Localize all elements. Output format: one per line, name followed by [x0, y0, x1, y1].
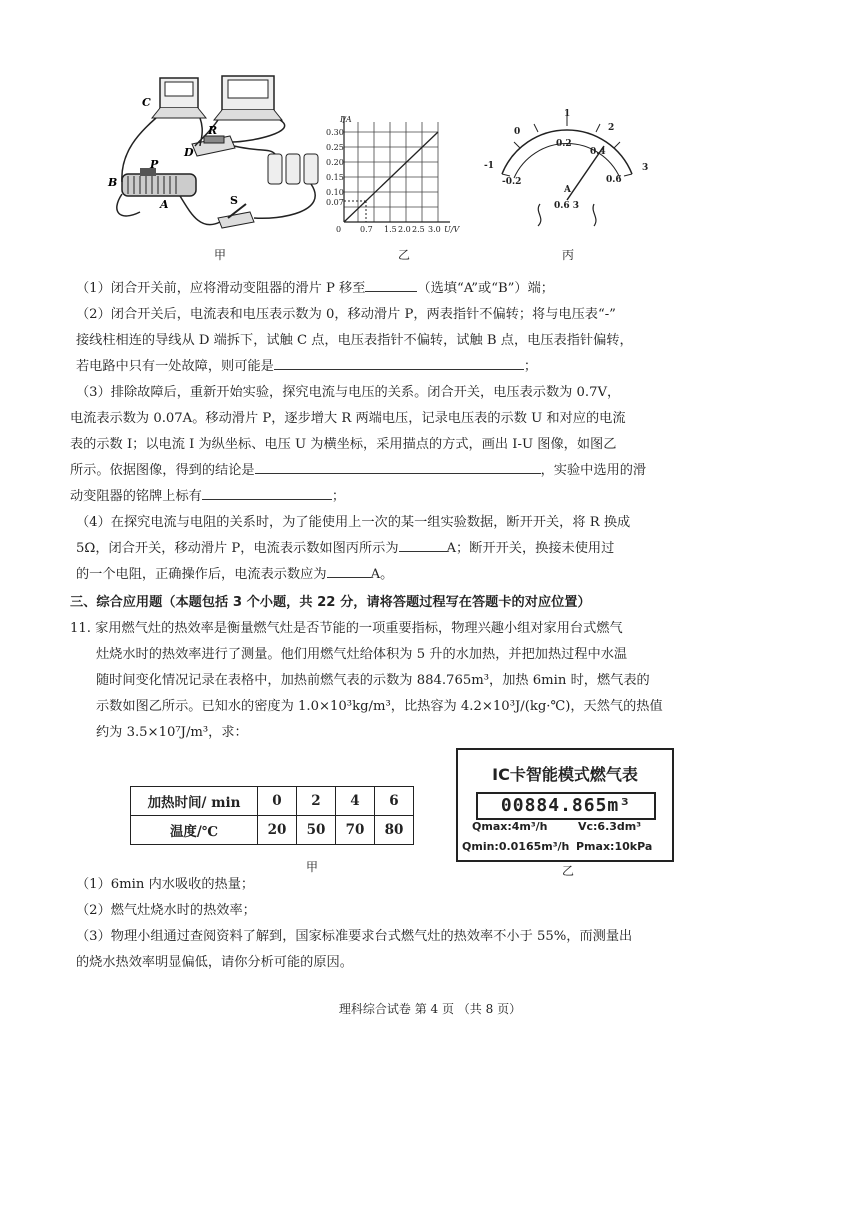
x-tick: 1.5 — [384, 225, 397, 234]
section-3-heading: 三、综合应用题（本题包括 3 个小题，共 22 分，请将答题过程写在答题卡的对应位置） — [70, 595, 591, 610]
table-row — [131, 787, 414, 816]
answer-blank[interactable] — [365, 277, 417, 292]
dial-04: 0.4 — [590, 147, 606, 157]
label-p: P — [150, 158, 159, 171]
answer-blank[interactable] — [399, 537, 447, 552]
q11-line5: 约为 3.5×10⁷J/m³，求： — [96, 725, 248, 740]
circuit-diagram — [100, 72, 340, 242]
table-cell: 80 — [375, 816, 414, 845]
q11-line4: 示数如图乙所示。已知水的密度为 1.0×10³kg/m³，比热容为 4.2×10³J/(kg·℃)，天然气的热值 — [96, 699, 663, 714]
dial-2: 2 — [608, 123, 615, 133]
heating-table — [130, 786, 414, 845]
q11-sub2: （2）燃气灶烧水时的热效率； — [76, 903, 256, 918]
q3-line4: 所示。依据图像，得到的结论是 ，实验中选用的滑 — [70, 458, 710, 484]
answer-blank[interactable] — [327, 563, 371, 578]
table-header-temp: 温度/℃ — [131, 816, 258, 845]
q4-line2: 5Ω，闭合开关，移动滑片 P，电流表示数如图丙所示为 A；断开开关，换接未使用过 — [76, 536, 716, 562]
y-tick: 0.15 — [326, 173, 344, 182]
table-cell: 20 — [258, 816, 297, 845]
table-cell: 2 — [297, 787, 336, 816]
q11-sub3-line2: 的烧水热效率明显偏低，请你分析可能的原因。 — [76, 955, 353, 970]
q3-line2: 电流表示数为 0.07A。移动滑片 P，逐步增大 R 两端电压，记录电压表的示数 U 和对应的电流 — [70, 411, 626, 426]
table-cell: 70 — [336, 816, 375, 845]
label-b: B — [108, 176, 118, 189]
q11-line3: 随时间变化情况记录在表格中，加热前燃气表的示数为 884.765m³，加热 6min 时，燃气表的 — [96, 673, 650, 688]
q1: （1）闭合开关前，应将滑动变阻器的滑片 P 移至 （选填“A”或“B”）端； — [76, 276, 716, 302]
graph-x-label: U/V — [444, 225, 460, 234]
table-cell: 4 — [336, 787, 375, 816]
dial-3: 3 — [642, 163, 649, 173]
answer-blank[interactable] — [274, 355, 524, 370]
table-caption: 甲 — [306, 860, 319, 874]
figure-caption-yi: 乙 — [398, 248, 411, 262]
figure-caption-jia: 甲 — [214, 248, 227, 262]
dial-minus-02: -0.2 — [502, 177, 522, 187]
meter-qmin: Qmin:0.0165m³/h — [462, 840, 570, 853]
meter-reading: 00884.865m³ — [476, 792, 656, 820]
dial-minus-1: -1 — [484, 161, 494, 171]
table-cell: 0 — [258, 787, 297, 816]
x-tick: 3.0 — [428, 225, 441, 234]
q11-line2: 灶烧水时的热效率进行了测量。他们用燃气灶给体积为 5 升的水加热，并把加热过程中水温 — [96, 647, 628, 662]
dial-1: 1 — [564, 109, 571, 119]
meter-pmax: Pmax:10kPa — [576, 840, 653, 853]
q3-line3: 表的示数 I；以电流 I 为纵坐标、电压 U 为横坐标，采用描点的方式，画出 I-U 图像，如图乙 — [70, 437, 617, 452]
dial-02: 0.2 — [556, 139, 572, 149]
figure-caption-bing: 丙 — [562, 248, 575, 262]
y-tick: 0.30 — [326, 128, 344, 137]
label-d: D — [184, 146, 194, 159]
meter-title: IC卡智能模式燃气表 — [492, 765, 638, 784]
label-c: C — [142, 96, 151, 109]
graph-origin: 0 — [336, 225, 342, 234]
q2-line2: 接线柱相连的导线从 D 端拆下，试触 C 点，电压表指针不偏转，试触 B 点，电压表指针偏转， — [76, 333, 633, 348]
meter-qmax: Qmax:4m³/h — [472, 820, 548, 833]
q2-line3: 若电路中只有一处故障，则可能是 ； — [76, 354, 716, 380]
dial-terminals: 0.6 3 — [554, 201, 580, 211]
q3-line5: 动变阻器的铭牌上标有 ； — [70, 484, 710, 510]
q2-line1: （2）闭合开关后，电流表和电压表示数为 0，移动滑片 P，两表指针不偏转；将与电压表“-” — [76, 307, 616, 322]
x-tick: 2.0 — [398, 225, 411, 234]
dial-06: 0.6 — [606, 175, 622, 185]
x-tick: 0.7 — [360, 225, 373, 234]
q11-line1: 11. 家用燃气灶的热效率是衡量燃气灶是否节能的一项重要指标，物理兴趣小组对家用台式燃气 — [70, 621, 623, 636]
label-s: S — [230, 194, 238, 207]
gas-meter — [456, 748, 674, 862]
answer-blank[interactable] — [255, 459, 541, 474]
table-cell: 6 — [375, 787, 414, 816]
table-row — [131, 816, 414, 845]
graph-y-label: I/A — [340, 115, 352, 124]
y-tick: 0.07 — [326, 198, 344, 207]
x-tick: 2.5 — [412, 225, 425, 234]
answer-blank[interactable] — [202, 485, 332, 500]
label-a: A — [160, 198, 169, 211]
iu-graph — [326, 112, 486, 240]
dial-unit: A — [564, 185, 571, 195]
dial-0: 0 — [514, 127, 521, 137]
q11-sub1: （1）6min 内水吸收的热量； — [76, 877, 255, 892]
q4-line1: （4）在探究电流与电阻的关系时，为了能使用上一次的某一组实验数据，断开开关，将 R 换成 — [76, 515, 631, 530]
y-tick: 0.25 — [326, 143, 344, 152]
label-r: R — [208, 124, 218, 137]
meter-vc: Vc:6.3dm³ — [578, 820, 642, 833]
q4-line3: 的一个电阻，正确操作后，电流表示数应为 A。 — [76, 562, 716, 588]
q11-sub3-line1: （3）物理小组通过查阅资料了解到，国家标准要求台式燃气灶的热效率不小于 55%，而测量出 — [76, 929, 633, 944]
q3-line1: （3）排除故障后，重新开始实验，探究电流与电压的关系。闭合开关，电压表示数为 0.7V， — [76, 385, 621, 400]
y-tick: 0.20 — [326, 158, 344, 167]
table-cell: 50 — [297, 816, 336, 845]
meter-caption: 乙 — [562, 864, 575, 878]
y-tick: 0.10 — [326, 188, 344, 197]
ammeter-dial — [476, 104, 656, 240]
page-footer: 理科综合试卷 第 4 页 （共 8 页） — [338, 1002, 522, 1016]
table-header-time: 加热时间/ min — [131, 787, 258, 816]
